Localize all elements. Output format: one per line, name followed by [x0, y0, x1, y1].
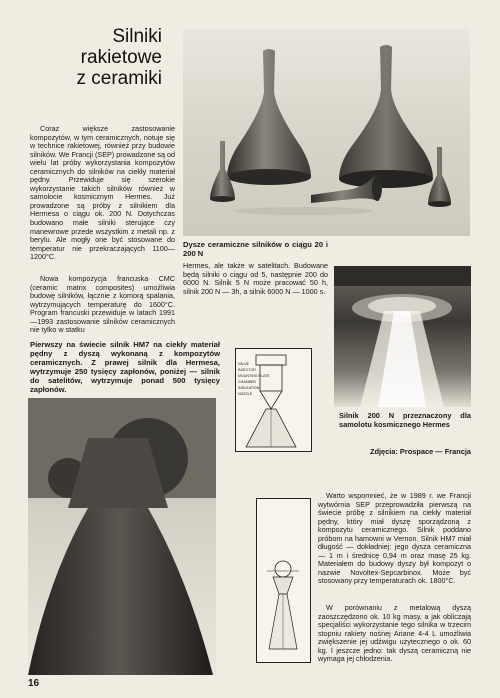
nozzles-photo [183, 29, 470, 236]
page-number: 16 [28, 678, 40, 689]
right-paragraph-2: W porównaniu z metalową dyszą zaoszczędzono ok. 10 kg masy, a jak obliczają specjaliści wykorzystanie tego silnika w trzecim stopniu rakiety nośnej Ariane 4-4 L umożliwia zwiększenie jej udźwigu użytecznego o ok. 60 kg. I jeszcze jedno: tak dyszą ceramiczną nie wymaga jej chłodzenia. [318, 603, 471, 664]
intro-paragraph: Coraz większe zastosowanie kompozytów, w tym ceramicznych, notuje się w technice rakietowej, również przy budowie silników. We Francji (SEP) prowadzone są od wielu lat próby wykorzystania kompozytów ceramicznych do silników na ciekły materiał pędny. Przewiduje się szerokie wykorzystanie takich silników również w samolocie kosmicznym Hermes. Już prowadzone są próby z silnikiem dla Hermesa o ciągu ok. 200 N. Dotychczas budowano małe silniki sterujące czy manewrowe przede wszystkim z metali np. z berylu. Ale mogły one być stosowane do temperatur nie przekraczających 1100—1200°C. [30, 124, 175, 262]
engine-plume-illustration [334, 266, 471, 407]
hermes-engine-photo [334, 266, 471, 407]
engine-side-diagram [256, 498, 311, 663]
label-mounting-plate: MOUNTING PLATE [238, 374, 270, 378]
engine-cross-section-diagram [235, 348, 312, 452]
label-nozzle: NOZZLE [238, 392, 253, 396]
title-line-1: Silniki [112, 26, 162, 47]
hm7-engine-photo [28, 398, 216, 675]
nozzles-photo-caption: Dysze ceramiczne silników o ciągu 20 i 200 N [183, 240, 328, 258]
photo-credit: Zdjęcia: Prospace — Francja [369, 447, 471, 456]
nozzles-illustration [183, 29, 470, 236]
title-line-3: z ceramiki [76, 68, 162, 89]
label-valve: VALVE [238, 362, 250, 366]
diagram-labels [238, 361, 270, 397]
label-insulation: INSULATION [238, 386, 260, 390]
hm7-engine-illustration [28, 398, 216, 675]
title-line-2: rakietowe [80, 47, 162, 68]
second-paragraph: Nowa kompozycja francuska CMC (ceramic matrix composites) umożliwia budowę silników, łącznie z komorą spalania, wytrzymujących temperaturę do 1600°C. Program francuski przewiduje w latach 1991—1993 zastosowanie silników ceramicznych nie tylko w statku [30, 274, 175, 335]
photo-caption-body: Hermes, ale także w satelitach. Budowane będą silniki o ciągu od 5, następnie 200 do 6000 N. Silnik 5 N może pracować 50 h, silnik 200 N — 3h, a silnik 6000 N — 1000 s. [183, 261, 328, 296]
hm7-caption: Pierwszy na świecie silnik HM7 na ciekły materiał pędny z dyszą wykonaną z kompozytów ceramicznych. Z prawej silnik dla Hermesa, wytrzymuje 250 tysięcy zapłonów, poniżej — silnik do satelitów, wytrzymuje ponad 500 tysięcy zapłonów. [30, 340, 220, 394]
right-paragraph-1: Warto wspomnieć, że w 1989 r. we Francji wytwórnia SEP przeprowadziła pierwszą na świecie próbę z silnikiem na ciekły materiał pędny, który miał dyszę sporządzoną z kompozytu ceramicznego. Silnik poddano próbom na hamowni w Vernon. Silnik HM7 miał długość — dokładniej: jego dysza ceramiczna — 1 m i średnicę 0,94 m oraz masę 25 kg. Materiałem do budowy dyszy był kompozyt o nazwie Novoltex-Sepcarbinox. Może być stosowany przy temperaturach ok. 1800°C. [318, 491, 471, 586]
article-title [42, 26, 162, 89]
label-injector: INJECTOR [238, 368, 256, 372]
engine-side-drawing [257, 499, 310, 662]
label-chamber: CHAMBER [238, 380, 256, 384]
hermes-engine-caption: Silnik 200 N przeznaczony dla samolotu kosmicznego Hermes [339, 411, 471, 429]
